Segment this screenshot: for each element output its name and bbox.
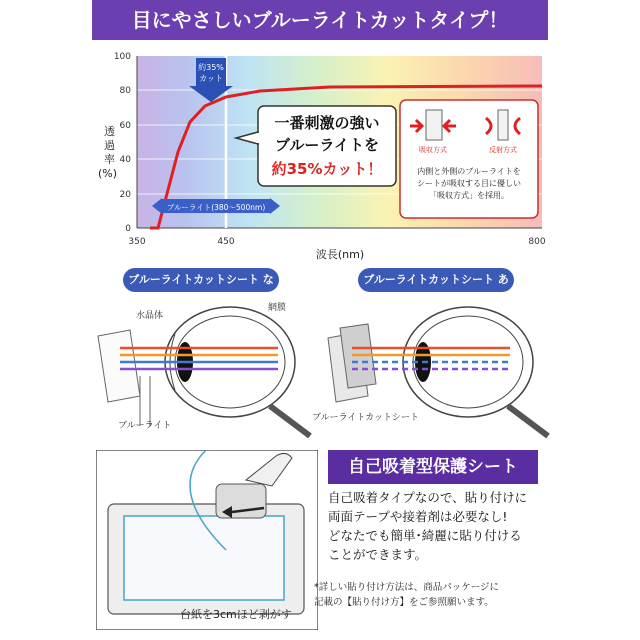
body-line: どなたでも簡単･綺麗に貼り付ける	[328, 528, 522, 543]
y-tick: 60	[119, 121, 131, 131]
svg-text:内側と外側のブルーライトを: 内側と外側のブルーライトを	[417, 167, 521, 176]
peel-caption: 台紙を3cmほど剥がす	[180, 608, 292, 621]
peel-illustration	[96, 450, 318, 630]
body-line: 自己吸着タイプなので、貼り付けに	[328, 490, 528, 505]
svg-text:ブルーライトを: ブルーライトを	[275, 136, 379, 154]
y-axis-label: 透過率(%)	[98, 125, 118, 180]
adhesive-title: 自己吸着型保護シート	[328, 450, 538, 484]
eye-without-sheet	[98, 307, 310, 436]
x-tick: 350	[128, 237, 146, 247]
adhesive-body	[328, 488, 548, 564]
svg-text:シートが吸収する目に優しい: シートが吸収する目に優しい	[417, 179, 521, 188]
reflect-label: 反射方式	[489, 146, 517, 154]
svg-text:約35%: 約35%	[198, 63, 224, 72]
method-panel	[400, 100, 538, 218]
adhesive-note	[314, 580, 554, 610]
x-axis-label: 波長(nm)	[315, 248, 365, 260]
y-tick: 100	[113, 52, 131, 62]
without-sheet-pill: ブルーライトカットシート なし	[123, 268, 279, 292]
blue-light-band	[152, 198, 280, 214]
svg-text:一番刺激の強い: 一番刺激の強い	[274, 114, 380, 132]
callout-box	[236, 106, 396, 186]
note-line: 記載の【貼り付け方】をご参照願います。	[314, 597, 494, 608]
eye-diagrams	[0, 296, 640, 446]
note-line: *詳しい貼り付け方法は、商品パッケージに	[314, 582, 500, 593]
y-tick: 80	[119, 86, 131, 96]
body-line: ことができます。	[328, 547, 428, 562]
sheet-label: ブルーライトカットシート	[312, 413, 420, 423]
x-tick: 800	[528, 237, 546, 247]
svg-text:「吸収方式」を採用。: 「吸収方式」を採用。	[429, 191, 509, 200]
band-label: ブルーライト(380〜500nm)	[166, 203, 266, 212]
blue-light-label: ブルーライト	[118, 421, 172, 431]
page-banner: 目にやさしいブルーライトカットタイプ！	[92, 0, 548, 40]
svg-text:カット: カット	[199, 74, 223, 83]
y-tick: 0	[125, 224, 131, 234]
svg-text:約35%カット！: 約35%カット！	[271, 160, 383, 178]
transmittance-chart	[0, 40, 640, 260]
retina-label: 網膜	[268, 303, 287, 313]
lens-label: 水晶体	[136, 311, 164, 321]
with-sheet-pill: ブルーライトカットシート あり	[358, 268, 514, 292]
body-line: 両面テープや接着剤は必要なし!	[328, 509, 508, 524]
x-tick: 450	[217, 237, 235, 247]
y-tick: 40	[119, 155, 131, 165]
absorb-label: 吸収方式	[419, 146, 447, 154]
y-tick: 20	[119, 190, 131, 200]
